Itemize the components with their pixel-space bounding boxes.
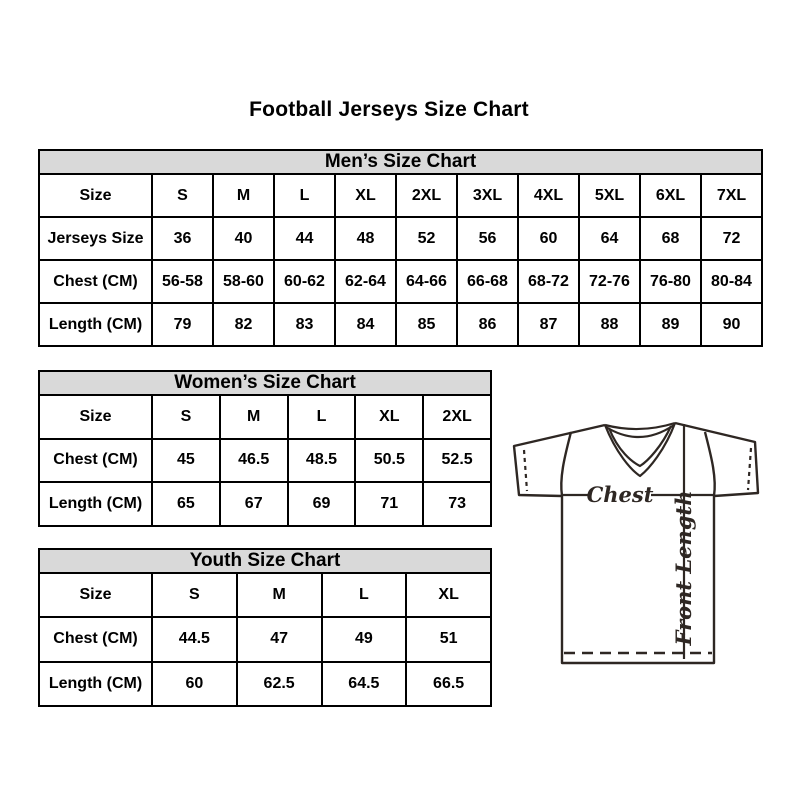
value-cell: 85 [396, 303, 457, 346]
table-row [39, 395, 491, 439]
value-cell: 64.5 [322, 662, 407, 706]
value-cell: 67 [220, 482, 288, 526]
jersey-measurement-diagram [500, 410, 780, 675]
left-sleeve-cuff-dashed-line [524, 450, 527, 491]
row-label-cell: Size [39, 395, 152, 439]
value-cell: 4XL [518, 174, 579, 217]
front-length-measure-label: Front Length [671, 490, 696, 646]
value-cell: 2XL [423, 395, 491, 439]
value-cell: 72 [701, 217, 762, 260]
value-cell: S [152, 395, 220, 439]
value-cell: 64 [579, 217, 640, 260]
table-header-row [39, 371, 491, 395]
value-cell: 47 [237, 617, 322, 661]
page-title: Football Jerseys Size Chart [249, 98, 529, 121]
value-cell: 87 [518, 303, 579, 346]
value-cell: 88 [579, 303, 640, 346]
value-cell: 64-66 [396, 260, 457, 303]
value-cell: 82 [213, 303, 274, 346]
value-cell: 50.5 [355, 439, 423, 483]
row-label-cell: Chest (CM) [39, 260, 152, 303]
value-cell: S [152, 573, 237, 617]
value-cell: 71 [355, 482, 423, 526]
table-row [39, 439, 491, 483]
value-cell: M [213, 174, 274, 217]
youth-size-table [38, 548, 492, 707]
value-cell: XL [406, 573, 491, 617]
table-row [39, 573, 491, 617]
table-row [39, 260, 762, 303]
table-header-row [39, 549, 491, 573]
value-cell: 60 [518, 217, 579, 260]
value-cell: 84 [335, 303, 396, 346]
value-cell: 40 [213, 217, 274, 260]
value-cell: 79 [152, 303, 213, 346]
value-cell: M [220, 395, 288, 439]
value-cell: 51 [406, 617, 491, 661]
value-cell: 69 [288, 482, 356, 526]
value-cell: 68-72 [518, 260, 579, 303]
value-cell: 36 [152, 217, 213, 260]
table-row [39, 482, 491, 526]
value-cell: 6XL [640, 174, 701, 217]
value-cell: L [274, 174, 335, 217]
value-cell: M [237, 573, 322, 617]
left-armpit-seam [561, 432, 571, 496]
value-cell: 68 [640, 217, 701, 260]
value-cell: 7XL [701, 174, 762, 217]
row-label-cell: Length (CM) [39, 303, 152, 346]
value-cell: 2XL [396, 174, 457, 217]
mens-size-table [38, 149, 763, 347]
value-cell: 90 [701, 303, 762, 346]
value-cell: 44 [274, 217, 335, 260]
value-cell: 52.5 [423, 439, 491, 483]
value-cell: 46.5 [220, 439, 288, 483]
value-cell: 48.5 [288, 439, 356, 483]
mens-table-header: Men’s Size Chart [39, 150, 762, 174]
row-label-cell: Chest (CM) [39, 439, 152, 483]
right-sleeve-cuff-dashed-line [748, 448, 751, 490]
value-cell: 5XL [579, 174, 640, 217]
value-cell: 3XL [457, 174, 518, 217]
value-cell: 49 [322, 617, 407, 661]
womens-size-table [38, 370, 492, 527]
row-label-cell: Length (CM) [39, 482, 152, 526]
value-cell: 60 [152, 662, 237, 706]
value-cell: 76-80 [640, 260, 701, 303]
value-cell: 56-58 [152, 260, 213, 303]
value-cell: 62-64 [335, 260, 396, 303]
value-cell: 66.5 [406, 662, 491, 706]
value-cell: XL [335, 174, 396, 217]
value-cell: 65 [152, 482, 220, 526]
value-cell: 48 [335, 217, 396, 260]
row-label-cell: Chest (CM) [39, 617, 152, 661]
table-row [39, 303, 762, 346]
value-cell: 72-76 [579, 260, 640, 303]
value-cell: 56 [457, 217, 518, 260]
chest-measure-label: Chest [586, 482, 654, 507]
womens-table-header: Women’s Size Chart [39, 371, 491, 395]
row-label-cell: Jerseys Size [39, 217, 152, 260]
value-cell: 44.5 [152, 617, 237, 661]
table-header-row [39, 150, 762, 174]
right-sleeve-outline [675, 423, 758, 496]
table-row [39, 174, 762, 217]
value-cell: S [152, 174, 213, 217]
row-label-cell: Length (CM) [39, 662, 152, 706]
v-neck-collar [605, 423, 675, 476]
table-row [39, 662, 491, 706]
row-label-cell: Size [39, 573, 152, 617]
value-cell: 52 [396, 217, 457, 260]
row-label-cell: Size [39, 174, 152, 217]
value-cell: 66-68 [457, 260, 518, 303]
right-armpit-seam [705, 432, 715, 496]
value-cell: 80-84 [701, 260, 762, 303]
value-cell: 60-62 [274, 260, 335, 303]
value-cell: L [322, 573, 407, 617]
value-cell: 62.5 [237, 662, 322, 706]
value-cell: 89 [640, 303, 701, 346]
value-cell: 86 [457, 303, 518, 346]
value-cell: 58-60 [213, 260, 274, 303]
value-cell: 45 [152, 439, 220, 483]
value-cell: 83 [274, 303, 335, 346]
value-cell: 73 [423, 482, 491, 526]
value-cell: XL [355, 395, 423, 439]
table-row [39, 217, 762, 260]
youth-table-header: Youth Size Chart [39, 549, 491, 573]
value-cell: L [288, 395, 356, 439]
table-row [39, 617, 491, 661]
